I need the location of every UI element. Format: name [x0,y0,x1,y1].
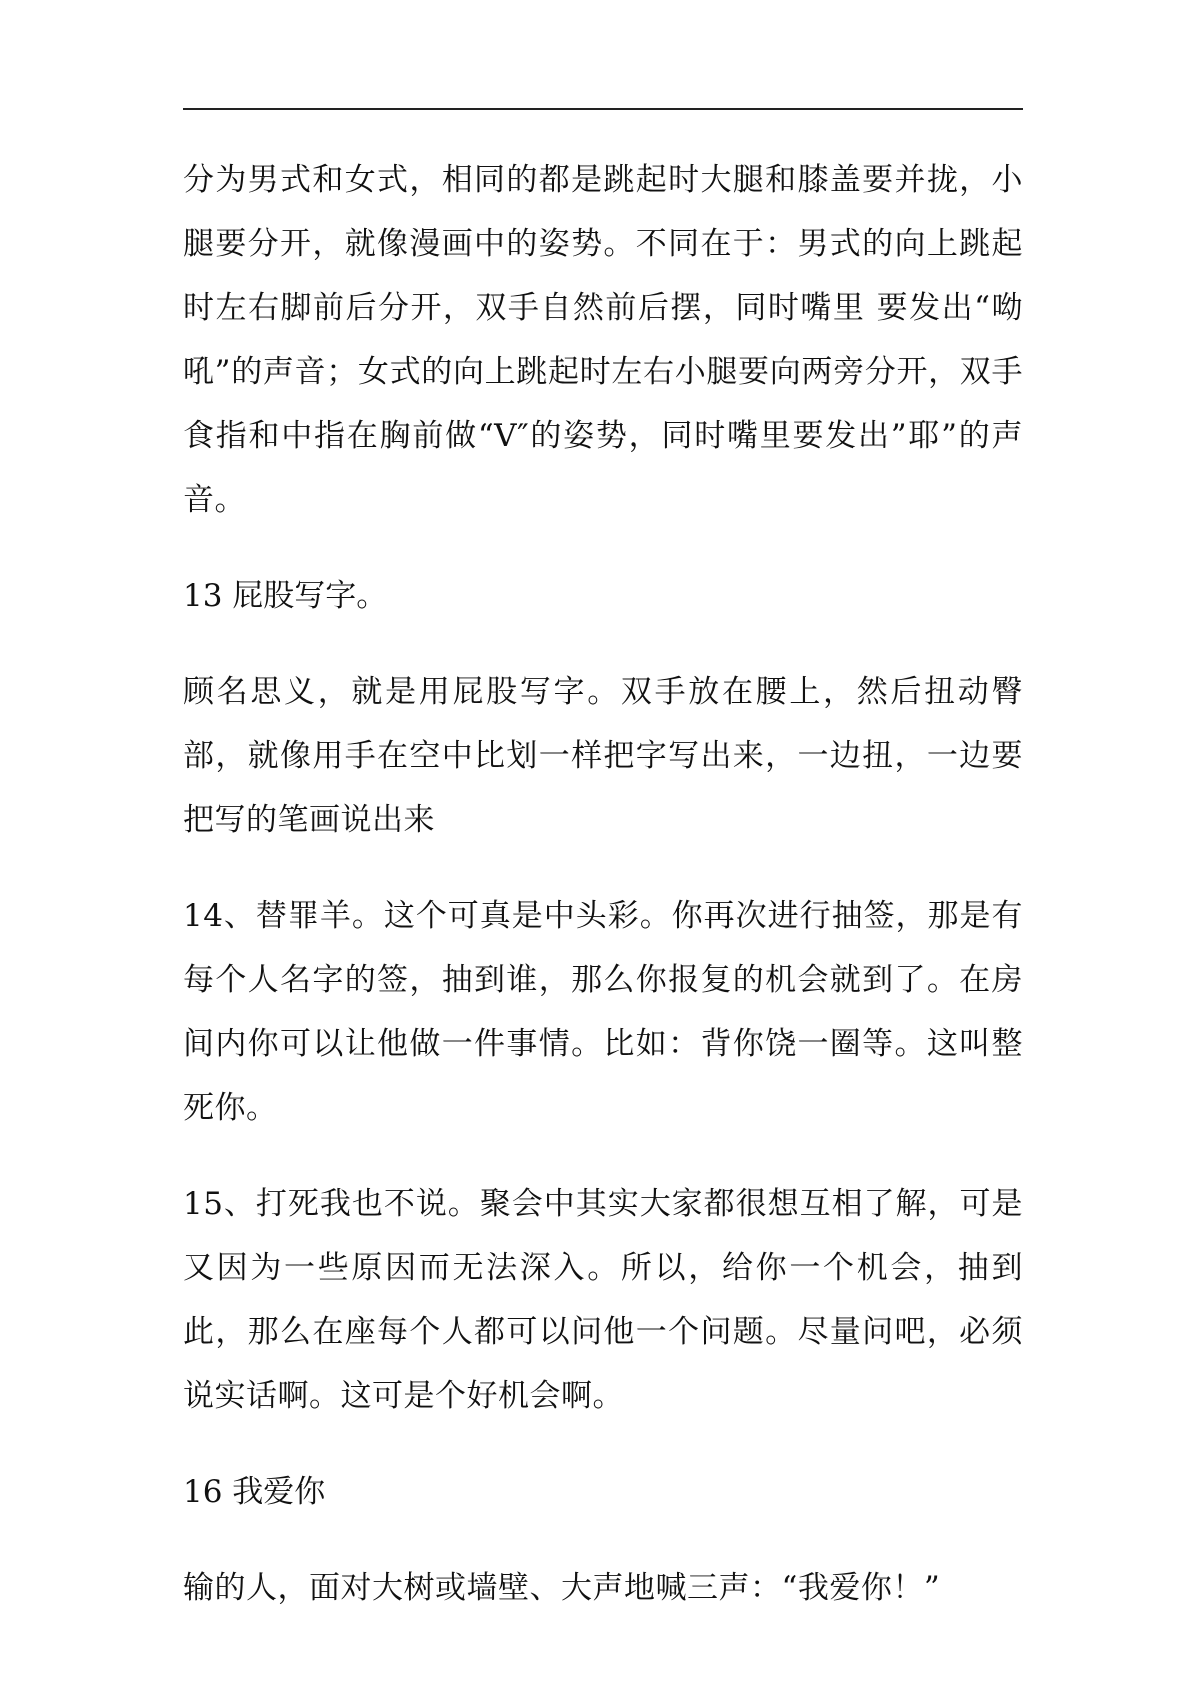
heading-13: 13 屁股写字。 [183,578,388,614]
paragraph-15: 15、打死我也不说。聚会中其实大家都很想互相了解，可是又因为一些原因而无法深入。所以，给你一个机会，抽到此，那么在座每个人都可以问他一个问题。尽量问吧，必须说实话啊。这可是个好机会啊。 [183,1186,1023,1414]
header-rule [183,108,1023,110]
heading-16: 16 我爱你 [183,1474,326,1510]
paragraph-16: 输的人，面对大树或墙壁、大声地喊三声：“我爱你！” [183,1570,941,1606]
paragraph-jump-pose: 分为男式和女式，相同的都是跳起时大腿和膝盖要并拢，小腿要分开，就像漫画中的姿势。不同在于：男式的向上跳起时左右脚前后分开，双手自然前后摆，同时嘴里 要发出“呦吼”的声音；女式的向上跳起时左右小腿要向两旁分开，双手食指和中指在胸前做“V″的姿势，同时嘴里要发出”耶”的声音。 [183,162,1023,518]
paragraph-13: 顾名思义，就是用屁股写字。双手放在腰上，然后扭动臀部，就像用手在空中比划一样把字写出来，一边扭，一边要把写的笔画说出来 [183,674,1023,838]
document-body [183,148,1023,1652]
paragraph-14: 14、替罪羊。这个可真是中头彩。你再次进行抽签，那是有每个人名字的签，抽到谁，那么你报复的机会就到了。在房间内你可以让他做一件事情。比如：背你饶一圈等。这叫整死你。 [183,898,1023,1126]
